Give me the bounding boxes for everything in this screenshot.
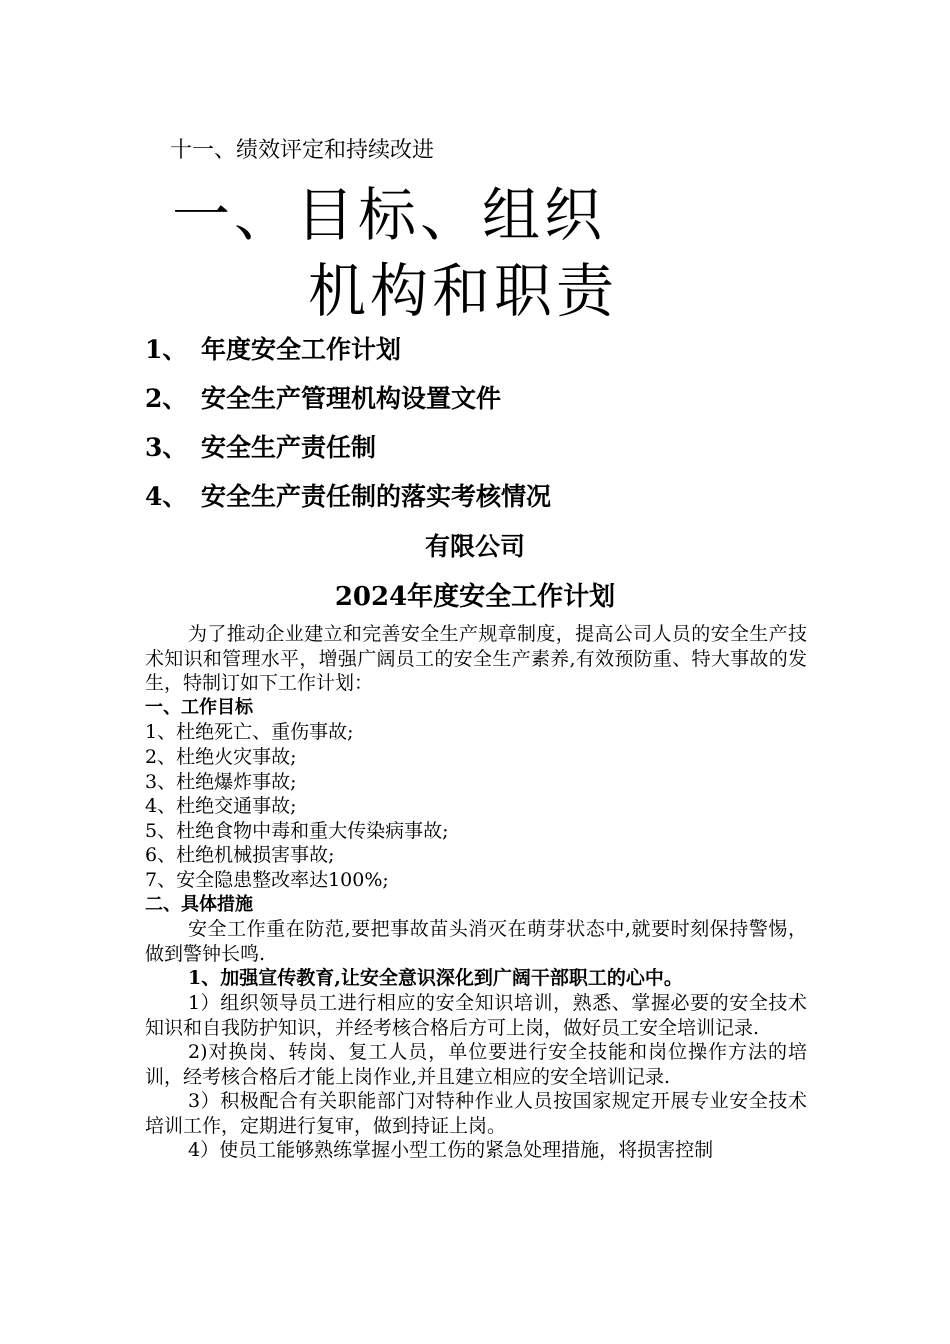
contents-item-text: 年度安全工作计划 bbox=[201, 335, 402, 364]
goal-item: 4、杜绝交通事故; bbox=[145, 795, 297, 818]
measures-subheading: 1、加强宣传教育,让安全意识深化到广阔干部职工的心中。 bbox=[188, 967, 683, 990]
goal-item: 7、安全隐患整改率达100%; bbox=[145, 868, 389, 891]
chapter-title-line-1: 一、目标、组织 bbox=[172, 181, 607, 249]
contents-item-number: 1、 bbox=[145, 335, 188, 364]
contents-item-text: 安全生产管理机构设置文件 bbox=[201, 384, 502, 413]
plan-title: 2024年度安全工作计划 bbox=[334, 582, 616, 612]
goal-item: 2、杜绝火灾事故; bbox=[145, 745, 297, 768]
company-name: 有限公司 bbox=[424, 532, 525, 561]
goal-item: 3、杜绝爆炸事故; bbox=[145, 770, 297, 793]
contents-item bbox=[145, 379, 845, 428]
contents-item-number: 3、 bbox=[145, 433, 188, 462]
goal-item: 6、杜绝机械损害事故; bbox=[145, 844, 335, 867]
intro-paragraph: 为了推动企业建立和完善安全生产规章制度，提高公司人员的安全生产技术知识和管理水平，增强广阔员工的安全生产素养,有效预防重、特大事故的发生，特制订如下工作计划： bbox=[145, 623, 807, 695]
contents-item-number: 4、 bbox=[145, 482, 188, 511]
goal-item: 1、杜绝死亡、重伤事故; bbox=[145, 721, 354, 744]
contents-item-number: 2、 bbox=[145, 384, 188, 413]
measure-paragraph: 1）组织领导员工进行相应的安全知识培训，熟悉、掌握必要的安全技术知识和自我防护知识，并经考核合格后方可上岗，做好员工安全培训记录. bbox=[145, 991, 807, 1039]
contents-list bbox=[145, 330, 845, 526]
measures-heading: 二、具体措施 bbox=[145, 893, 253, 915]
measure-paragraph: 2)对换岗、转岗、复工人员，单位要进行安全技能和岗位操作方法的培训，经考核合格后才能上岗作业,并且建立相应的安全培训记录. bbox=[145, 1041, 807, 1088]
contents-item bbox=[145, 477, 845, 526]
previous-section-heading: 十一、绩效评定和持续改进 bbox=[170, 138, 435, 163]
measure-paragraph: 3）积极配合有关职能部门对特种作业人员按国家规定开展专业安全技术培训工作，定期进行复审，做到持证上岗。 bbox=[145, 1090, 807, 1137]
measures-lead-paragraph: 安全工作重在防范,要把事故苗头消灭在萌芽状态中,就要时刻保持警惕，做到警钟长鸣. bbox=[145, 918, 807, 965]
measure-paragraph: 4）使员工能够熟练掌握小型工伤的紧急处理措施，将损害控制 bbox=[188, 1139, 714, 1162]
document-body bbox=[145, 622, 807, 1163]
contents-item bbox=[145, 330, 845, 379]
contents-item-text: 安全生产责任制的落实考核情况 bbox=[201, 482, 552, 511]
goals-heading: 一、工作目标 bbox=[145, 696, 253, 718]
goal-item: 5、杜绝食物中毒和重大传染病事故; bbox=[145, 819, 449, 842]
contents-item-text: 安全生产责任制 bbox=[201, 433, 377, 462]
contents-item bbox=[145, 428, 845, 477]
chapter-title-line-2: 机构和职责 bbox=[308, 257, 619, 325]
